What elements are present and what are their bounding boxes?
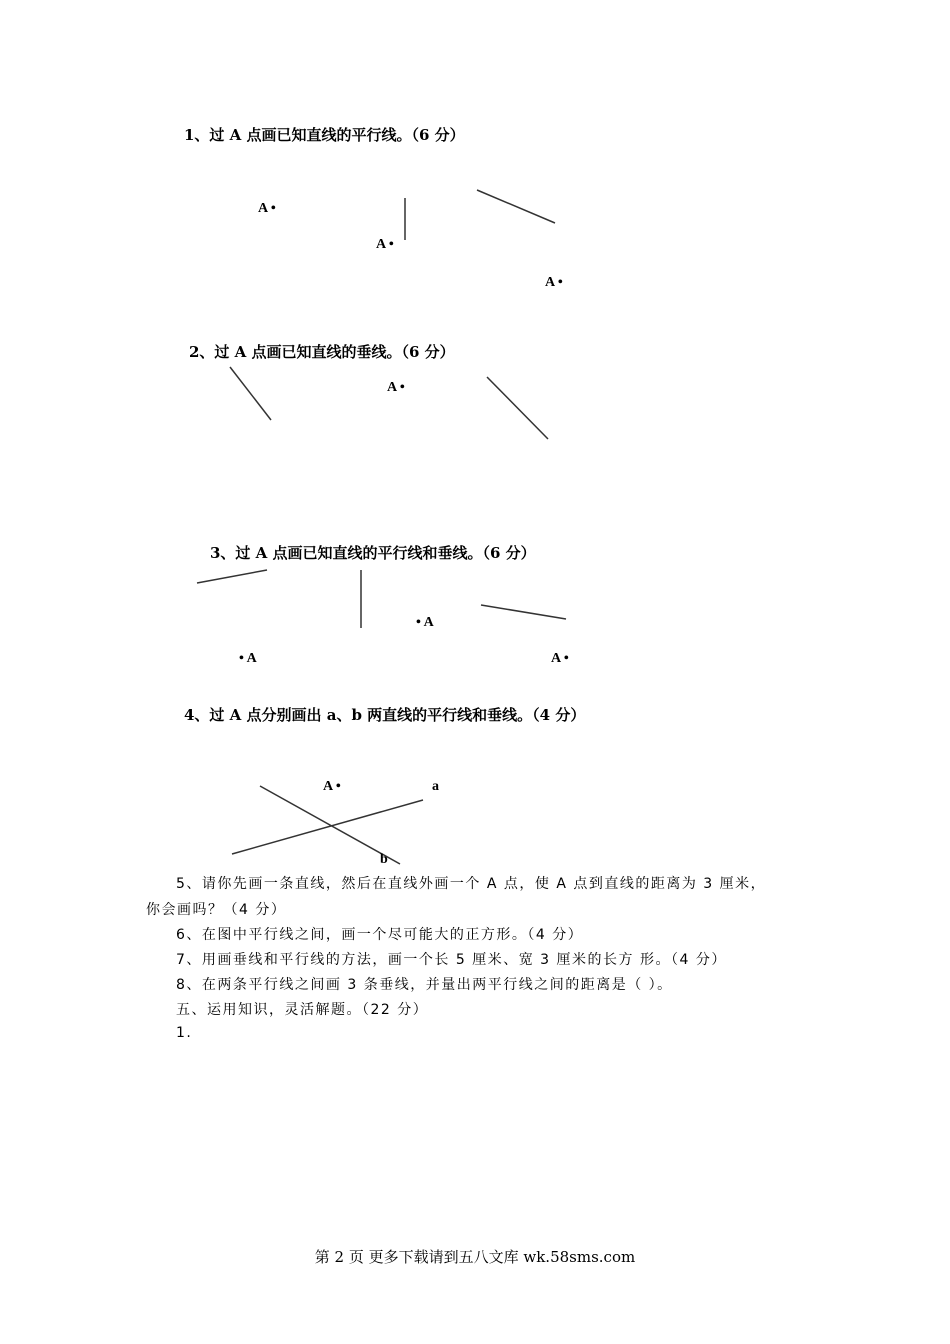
q5-line1: 5、请你先画一条直线，然后在直线外画一个 A 点，使 A 点到直线的距离为 3 厘米， [176, 876, 767, 892]
q4-title: 4、过 A 点分别画出 a、b 两直线的平行线和垂线。（4 分） [184, 706, 586, 724]
q3-point-a-right: A • [551, 651, 569, 666]
q2-line-right [487, 377, 548, 439]
q4-line-b [260, 786, 400, 864]
q4-label-b: b [380, 852, 388, 867]
q3-title: 3、过 A 点画已知直线的平行线和垂线。（6 分） [210, 544, 536, 562]
q3-line-left [197, 570, 267, 583]
q2-title: 2、过 A 点画已知直线的垂线。（6 分） [189, 343, 455, 361]
page-footer: 第 2 页 更多下载请到五八文库 wk.58sms.com [314, 1248, 636, 1266]
q3-point-a-center: • A [416, 615, 434, 630]
q3-point-a-left: • A [239, 651, 257, 666]
q8-text: 8、在两条平行线之间画 3 条垂线，并量出两平行线之间的距离是（ ）。 [176, 977, 673, 993]
q1-point-a-1: A • [258, 201, 276, 216]
q5-line2: 你会画吗？（4 分） [146, 902, 287, 918]
q3-line-right [481, 605, 566, 619]
q1-title: 1、过 A 点画已知直线的平行线。（6 分） [184, 126, 465, 144]
q1-point-a-2: A • [376, 237, 394, 252]
q1-point-a-3: A • [545, 275, 563, 290]
q4-point-a: A • [323, 779, 341, 794]
section5-heading: 五、运用知识，灵活解题。（22 分） [176, 1002, 429, 1018]
q4-label-a: a [432, 779, 439, 794]
q4-line-a [232, 800, 423, 854]
q2-point-a: A • [387, 380, 405, 395]
q7-text: 7、用画垂线和平行线的方法，画一个长 5 厘米、宽 3 厘米的长方 形。（4 分） [176, 952, 727, 968]
q2-line-left [230, 367, 271, 420]
q1-line-slant [477, 190, 555, 223]
q6-text: 6、在图中平行线之间，画一个尽可能大的正方形。（4 分） [176, 927, 584, 943]
item-1: 1. [176, 1025, 193, 1041]
